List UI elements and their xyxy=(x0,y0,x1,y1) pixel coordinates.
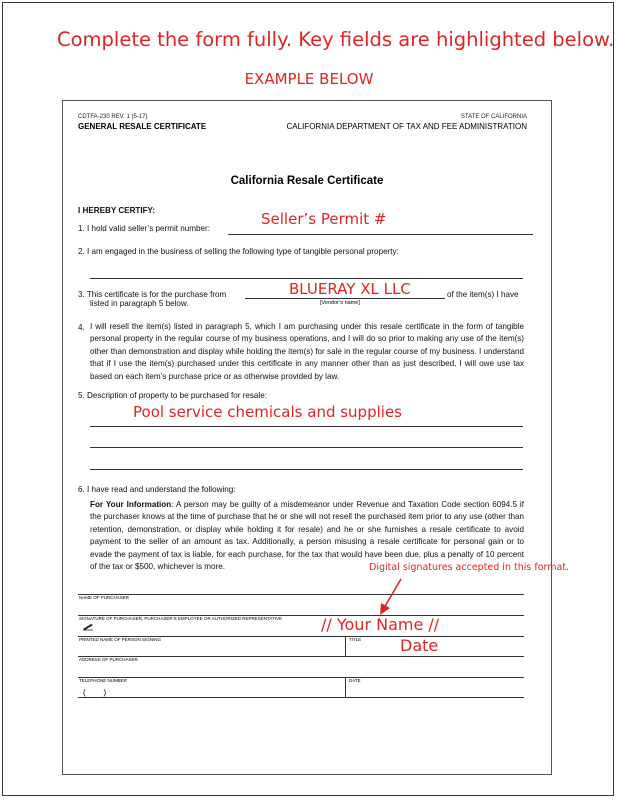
signature-pen-icon xyxy=(82,623,94,631)
vendor-name-line xyxy=(245,298,445,299)
description-line-2[interactable] xyxy=(90,447,523,448)
property-type-line[interactable] xyxy=(90,278,523,279)
printed-name-label: PRINTED NAME OF PERSON SIGNING xyxy=(79,637,162,642)
purchaser-name-line xyxy=(78,594,524,595)
signature-note: Digital signatures accepted in this format. xyxy=(369,562,570,573)
permit-number-line xyxy=(228,234,533,235)
fyi-text: : A person may be guilty of a misdemeanor under Revenue and Taxation Code section 6094.5 if the purchaser knows at the time of purchase that he or she will not resell the purchased item prior to any use (other than retention, demonstration, or display while holding it for resale) and he or she furnishes a resale certificate to avoid payment to the seller of an amount as tax. Additionally, a person misusing a resale certificate for personal gain or to evade the payment of tax is liable, for each purchase, for the tax that would have been due, plus a penalty of 10 percent of the tax or $500, whichever is more. xyxy=(90,500,524,572)
item-1-text: 1. I hold valid seller’s permit number: xyxy=(78,224,210,233)
arrow-down-left-icon xyxy=(376,576,406,616)
item-3-line-2: listed in paragraph 5 below. xyxy=(90,299,189,308)
vendor-caption: [Vendor’s name] xyxy=(320,300,360,306)
description-line-1 xyxy=(90,426,523,427)
description-line-3[interactable] xyxy=(90,469,523,470)
item-3-text: 3. This certificate is for the purchase from xyxy=(78,290,227,299)
date-field[interactable]: Date xyxy=(400,636,439,655)
telephone-label: TELEPHONE NUMBER xyxy=(79,678,128,683)
resale-certificate-form xyxy=(62,100,570,775)
description-field[interactable]: Pool service chemicals and supplies xyxy=(133,403,402,421)
title-label: TITLE xyxy=(349,637,362,642)
date-label: DATE xyxy=(349,678,361,683)
signature-label: SIGNATURE OF PURCHASER, PURCHASER’S EMPLOYEE OR AUTHORIZED REPRESENTATIVE xyxy=(79,616,283,621)
form-title: California Resale Certificate xyxy=(230,175,384,187)
state-label: STATE OF CALIFORNIA xyxy=(460,114,527,120)
date-divider xyxy=(345,677,346,697)
item-6-text: 6. I have read and understand the following: xyxy=(78,485,236,494)
telephone-line xyxy=(78,677,524,678)
vendor-name-field[interactable]: BLUERAY XL LLC xyxy=(289,280,411,298)
item-4-number: 4. xyxy=(78,323,85,332)
form-code: CDTFA-230 REV. 1 (5-17) xyxy=(78,114,148,120)
address-label: ADDRESS OF PURCHASER xyxy=(79,657,138,662)
item-5-text: 5. Description of property to be purchased for resale: xyxy=(78,391,267,400)
fyi-label: For Your Information xyxy=(90,500,172,509)
telephone-field[interactable]: ( ) xyxy=(83,688,107,697)
instruction-headline: Complete the form fully. Key fields are highlighted below. xyxy=(57,28,615,51)
agency-name: CALIFORNIA DEPARTMENT OF TAX AND FEE ADMINISTRATION xyxy=(286,122,527,131)
item-2-text: 2. I am engaged in the business of selling the following type of tangible personal property: xyxy=(78,247,399,256)
certify-heading: I HEREBY CERTIFY: xyxy=(78,206,156,215)
form-name: GENERAL RESALE CERTIFICATE xyxy=(78,122,207,131)
title-divider xyxy=(345,636,346,656)
form-bottom-line xyxy=(78,697,524,698)
purchaser-name-label: NAME OF PURCHASER xyxy=(79,595,130,600)
signature-field[interactable]: // Your Name // xyxy=(321,615,440,634)
item-4-text: I will resell the item(s) listed in paragraph 5, which I am purchasing under this resale certificate in the form of tangible personal property in the regular course of my business operations, and I will do so prior to making any use of the item(s) other than demonstration and display while holding the item(s) for sale in the regular course of my business. I understand that if I use the item(s) purchased under this certificate in any manner other than as just described, I will owe use tax based on each item’s purchase price or as otherwise provided by law. xyxy=(90,322,524,381)
example-label: EXAMPLE BELOW xyxy=(244,70,374,88)
address-line xyxy=(78,656,524,657)
item-3-end: of the item(s) I have xyxy=(447,290,519,299)
permit-number-field[interactable]: Seller’s Permit # xyxy=(261,210,387,228)
